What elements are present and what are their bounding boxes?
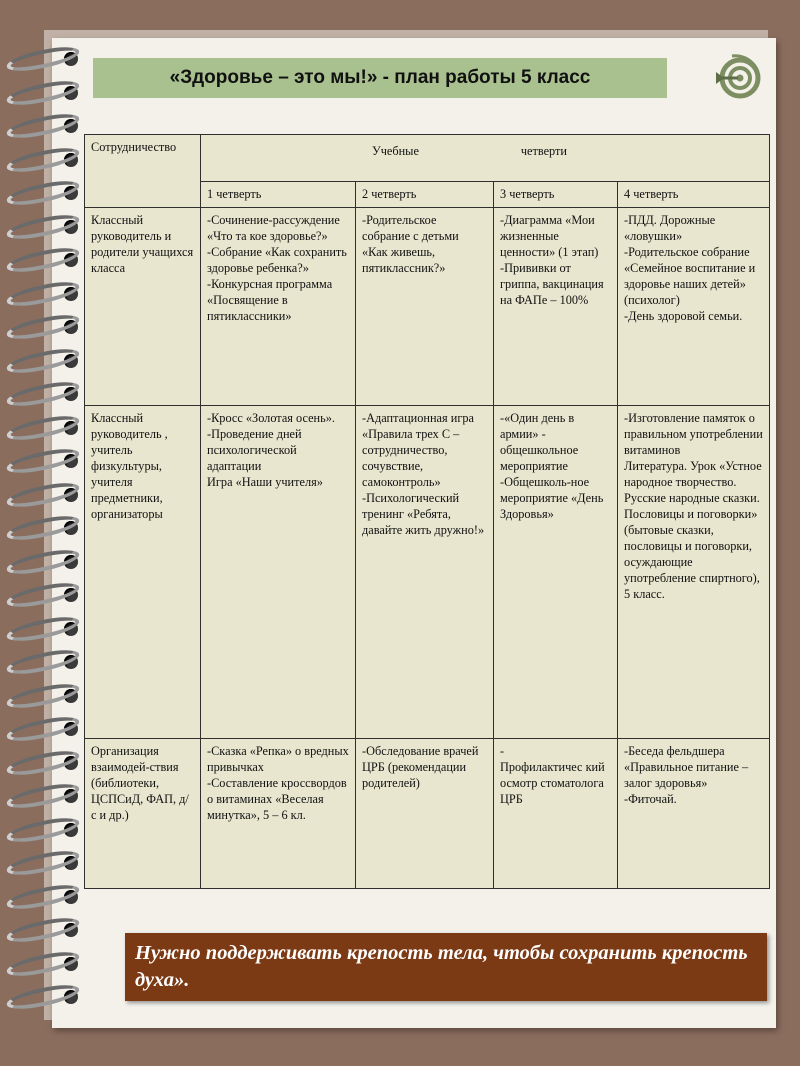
- table-cell: -Адаптационная игра «Правила трех С – сотрудничество, сочувствие, самоконтроль» -Психологический тренинг «Ребята, давайте жить дружно!»: [356, 406, 494, 739]
- table-cell: -Кросс «Золотая осень». -Проведение дней психологической адаптации Игра «Наши учителя»: [201, 406, 356, 739]
- table-cell: -Обследование врачей ЦРБ (рекомендации родителей): [356, 739, 494, 889]
- table-cell: -Беседа фельдшера «Правильное питание – залог здоровья» -Фиточай.: [618, 739, 770, 889]
- table-cell: -Родительское собрание с детьми «Как живешь, пятиклассник?»: [356, 208, 494, 406]
- header-word-study: Учебные: [372, 144, 419, 158]
- table-row: [85, 208, 770, 406]
- table-cell: -«Один день в армии» - общешкольное мероприятие -Общешколь-ное мероприятие «День Здоровья»: [494, 406, 618, 739]
- row-label: Классный руководитель и родители учащихся класса: [85, 208, 201, 406]
- quarter-header-4: 4 четверть: [618, 182, 770, 208]
- quarter-header-2: 2 четверть: [356, 182, 494, 208]
- row-label: Классный руководитель , учитель физкультуры, учителя предметники, организаторы: [85, 406, 201, 739]
- table-cell: -ПДД. Дорожные «ловушки» -Родительское собрание «Семейное воспитание и здоровье наших детей» (психолог) -День здоровой семьи.: [618, 208, 770, 406]
- quote-banner: Нужно поддерживать крепость тела, чтобы сохранить крепость духа».: [125, 933, 767, 1001]
- table-cell: - Профилактичес кий осмотр стоматолога ЦРБ: [494, 739, 618, 889]
- quarter-header-3: 3 четверть: [494, 182, 618, 208]
- table-cell: -Сказка «Репка» о вредных привычках -Составление кроссвордов о витаминах «Веселая минутка», 5 – 6 кл.: [201, 739, 356, 889]
- quarter-header-1: 1 четверть: [201, 182, 356, 208]
- table-row: [85, 739, 770, 889]
- table-row: [85, 406, 770, 739]
- slide-title: «Здоровье – это мы!» - план работы 5 класс: [93, 58, 667, 98]
- target-arrow-icon: [712, 50, 762, 100]
- table-cell: -Изготовление памяток о правильном употреблении витаминов Литература. Урок «Устное народное творчество. Русские народные сказки. Пословицы и поговорки» (бытовые сказки, пословицы и поговорки, осуждающие употребление спиртного), 5 класс.: [618, 406, 770, 739]
- header-word-quarters: четверти: [520, 144, 567, 158]
- work-plan-table: [84, 134, 770, 889]
- table-cell: -Сочинение-рассуждение «Что та кое здоровье?» -Собрание «Как сохранить здоровье ребенка?» -Конкурсная программа «Посвящение в пятиклассники»: [201, 208, 356, 406]
- row-label: Организация взаимодей-ствия (библиотеки, ЦСПСиД, ФАП, д/с и др.): [85, 739, 201, 889]
- table-cell: -Диаграмма «Мои жизненные ценности» (1 этап) -Прививки от гриппа, вакцинация на ФАПе – 100%: [494, 208, 618, 406]
- corner-header: [85, 135, 201, 208]
- quarters-header: [201, 135, 770, 182]
- corner-label: Сотрудничество: [91, 140, 177, 154]
